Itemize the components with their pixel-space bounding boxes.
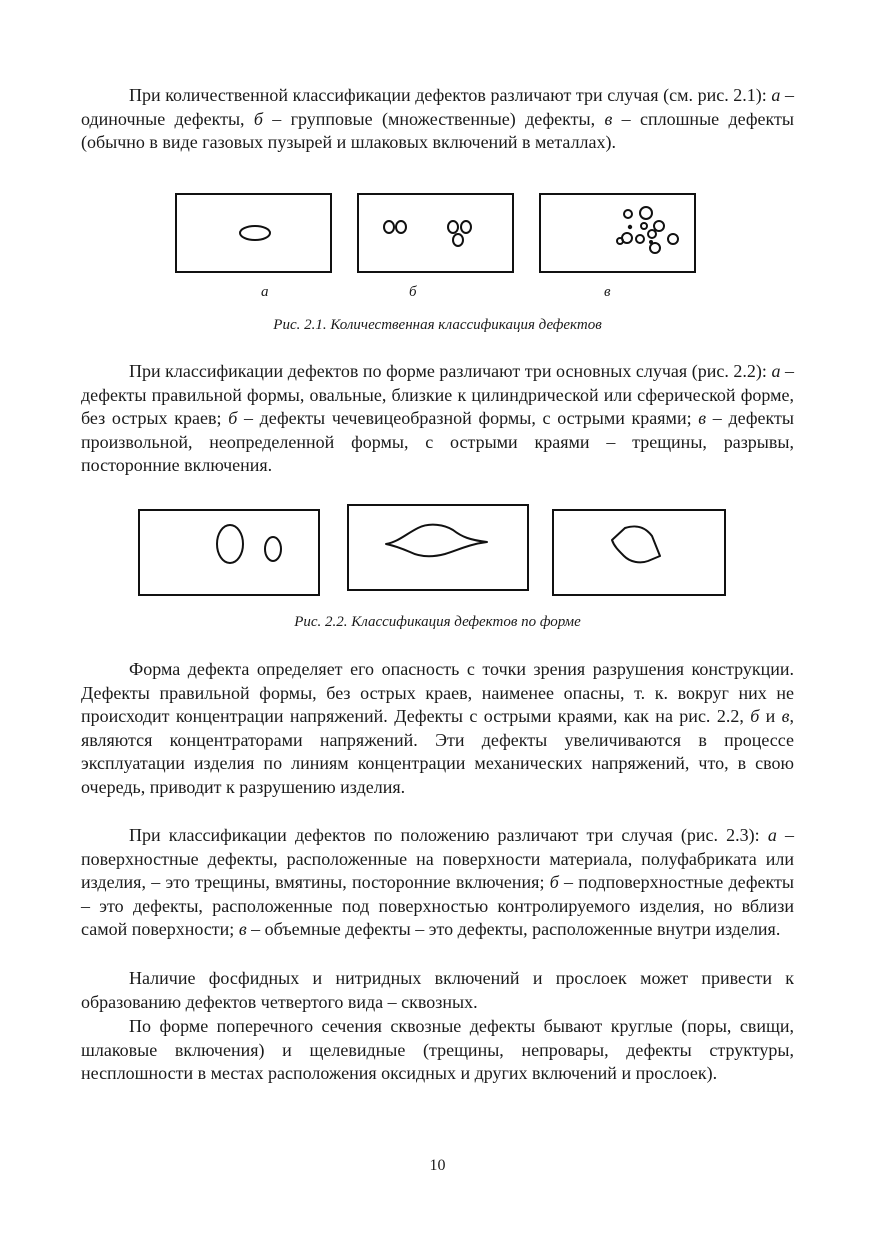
irregular-shape-defect [612, 526, 660, 562]
figure-2-1-caption: Рис. 2.1. Количественная классификация дефектов [273, 317, 602, 333]
group-defects [384, 221, 471, 246]
regular-shape-defects [217, 525, 281, 563]
page-number: 10 [429, 1157, 446, 1174]
paragraph-position: При классификации дефектов по положению различают три случая (рис. 2.3): а – поверхностные дефекты, расположенные на поверхности материала, полуфабриката или изделия, – это трещины, вмятины, посторонние включения; б – подповерхностные дефекты – это дефекты, расположенные под поверхностью контролируемого изделия, но вблизи самой поверхности; в – объемные дефекты – это дефекты, расположенные внутри изделия. [81, 825, 795, 940]
paragraph-cross-section: По форме поперечного сечения сквозные дефекты бывают круглые (поры, свищи, шлаковые включения) и щелевидные (трещины, непровары, дефекты структуры, несплошности в местах расположения оксидных и других включений и прослоек). [81, 1016, 794, 1084]
paragraph-through-defects: Наличие фосфидных и нитридных включений и прослоек может привести к образованию дефектов четвертого вида – сквозных. [81, 968, 794, 1012]
figure-2-1-label-b: б [409, 284, 417, 300]
figure-2-1 [0, 190, 875, 280]
lens-shaped-defect [386, 525, 487, 557]
figure-2-2 [0, 500, 875, 600]
figure-2-2-panel-v [553, 510, 725, 595]
figure-2-1-panel-a [176, 194, 331, 272]
figure-2-1-panel-b [358, 194, 513, 272]
single-defect [240, 226, 270, 240]
continuous-defects [617, 207, 678, 253]
figure-2-1-label-v: в [604, 284, 611, 300]
paragraph-shape: При классификации дефектов по форме различают три основных случая (рис. 2.2): а – дефекты правильной формы, овальные, близкие к цилиндрической или сферической форме, без острых краев; б – дефекты чечевицеобразной формы, с острыми краями; в – дефекты произвольной, неопределенной формы, с острыми краями – трещины, разрывы, посторонние включения. [81, 361, 794, 476]
figure-2-1-label-a: а [261, 284, 269, 300]
figure-2-1-panel-v [540, 194, 695, 272]
figure-2-2-caption: Рис. 2.2. Классификация дефектов по форме [294, 614, 581, 630]
paragraph-danger: Форма дефекта определяет его опасность с точки зрения разрушения конструкции. Дефекты правильной формы, без острых краев, наименее опасны, т. к. вокруг них не происходит концентрации напряжений. Дефекты с острыми краями, как на рис. 2.2, б и в, являются концентраторами напряжений. Эти дефекты увеличиваются в процессе эксплуатации изделия по линиям концентрации механических напряжений, что, в свою очередь, приводит к разрушению изделия. [81, 659, 794, 797]
paragraph-quantitative: При количественной классификации дефектов различают три случая (см. рис. 2.1): а – одиночные дефекты, б – групповые (множественные) дефекты, в – сплошные дефекты (обычно в виде газовых пузырей и шлаковых включений в металлах). [81, 85, 795, 153]
figure-2-2-panel-a [139, 510, 319, 595]
figure-2-2-panel-b [348, 505, 528, 590]
